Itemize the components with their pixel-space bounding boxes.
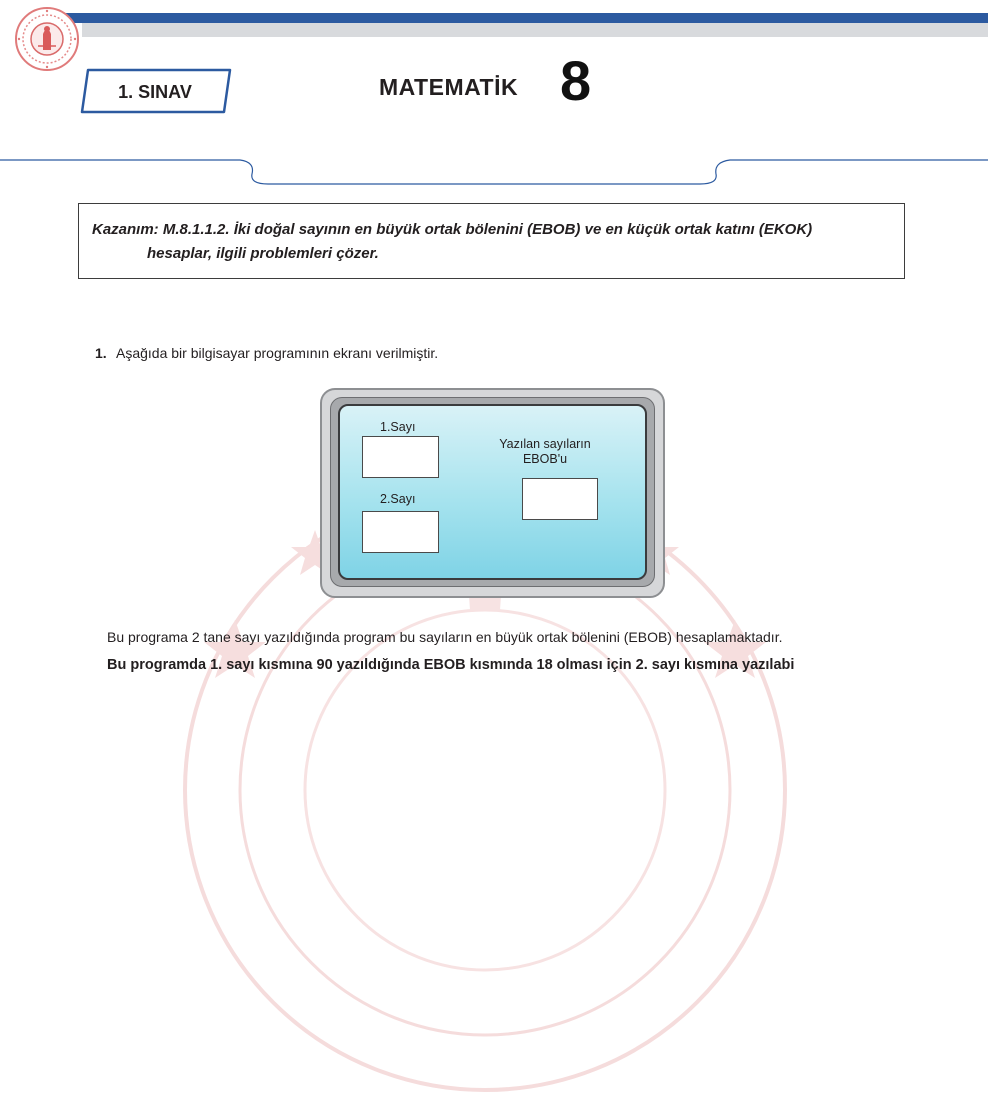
first-number-label: 1.Sayı bbox=[380, 420, 416, 434]
objective-line-2: hesaplar, ilgili problemleri çözer. bbox=[147, 245, 379, 262]
section-divider bbox=[0, 150, 988, 195]
question-intro: Aşağıda bir bilgisayar programının ekranı verilmiştir. bbox=[116, 345, 439, 361]
result-label-line-2: EBOB'u bbox=[522, 452, 568, 466]
objective-box bbox=[78, 203, 905, 279]
question-prompt: Bu programda 1. sayı kısmına 90 yazıldığında EBOB kısmında 18 olması için 2. sayı kısmına yazılabi bbox=[107, 657, 795, 673]
question-description: Bu programa 2 tane sayı yazıldığında program bu sayıların en büyük ortak bölenini (EBOB) hesaplamaktadır. bbox=[107, 629, 783, 645]
first-number-field bbox=[362, 436, 439, 478]
header-grey-band bbox=[82, 23, 988, 37]
meb-seal-icon bbox=[14, 6, 80, 72]
question-number: 1. bbox=[95, 345, 107, 361]
result-label-line-1: Yazılan sayıların bbox=[499, 437, 591, 451]
subject-title: MATEMATİK bbox=[379, 74, 519, 100]
second-number-field bbox=[362, 511, 439, 553]
objective-line-1: Kazanım: M.8.1.1.2. İki doğal sayının en büyük ortak bölenini (EBOB) ve en küçük ortak katını (EKOK) bbox=[92, 221, 813, 238]
second-number-label: 2.Sayı bbox=[380, 492, 416, 506]
ebob-result-field bbox=[522, 478, 598, 520]
exam-label: 1. SINAV bbox=[118, 82, 192, 102]
grade-number: 8 bbox=[560, 49, 592, 112]
header-blue-band bbox=[30, 13, 988, 23]
